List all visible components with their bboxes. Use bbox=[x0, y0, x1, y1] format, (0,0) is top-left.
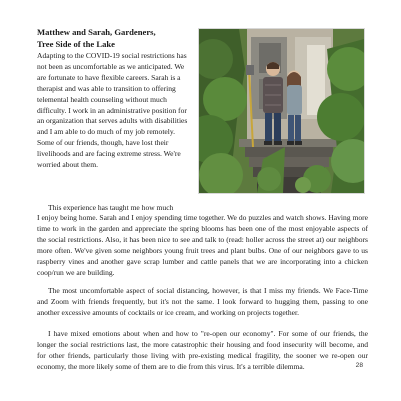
section-title bbox=[37, 26, 190, 50]
page-number: 28 bbox=[355, 362, 363, 369]
title-line-2: Tree Side of the Lake bbox=[37, 39, 115, 49]
paragraph-2: The most uncomfortable aspect of social distancing, however, is that I miss my friends. We Face-Time and Zoom with friends frequently, but it's not the same. I look forward to hugging them, passing to one another excessive amounts of cocktails or ice cream, and working on projects together. bbox=[37, 286, 368, 317]
photo-gardeners-on-porch bbox=[198, 28, 365, 194]
paragraph-1-body: I enjoy being home. Sarah and I enjoy spending time together. We do puzzles and watch shows. Having more time to work in the garden and appreciate the spring blooms has been one of the most enjoyable aspects of the social restrictions. Also, it has been nice to see and talk to (read: holler across the street at) our neighbors more often. We've given some neighbors young fruit trees and plant bulbs. One of our neighbors gave to us raspberry vines and another gave scrap lumber and cattle panels that we are incorporating into a chicken coop/run we are building. bbox=[37, 213, 368, 277]
left-column bbox=[37, 26, 190, 171]
paragraph-3: I have mixed emotions about when and how to "re-open our economy". For some of our friends, the longer the social restrictions last, the more catastrophic their housing and food insecurity will become, and for other friends, particularly those living with pre-existing medical fragility, the sooner we re-open our economy, the more likely some of them are to die from this virus. It's a terrible dilemma. bbox=[37, 329, 368, 371]
intro-paragraph: Adapting to the COVID-19 social restrictions has not been as uncomfortable as we anticipated. We are fortunate to have flexible careers. Sarah is a therapist and was able to transition to offering telemental health counseling without much difficulty. I work in an administrative position for an organization that serves adults with disabilities and I am able to do much of my job remotely. Some of our friends, though, have lost their livelihoods and are facing extreme stress. We're worried about them. bbox=[37, 51, 188, 170]
title-line-1: Matthew and Sarah, Gardeners, bbox=[37, 27, 156, 37]
paragraph-1-start: This experience has taught me how much bbox=[48, 203, 174, 212]
